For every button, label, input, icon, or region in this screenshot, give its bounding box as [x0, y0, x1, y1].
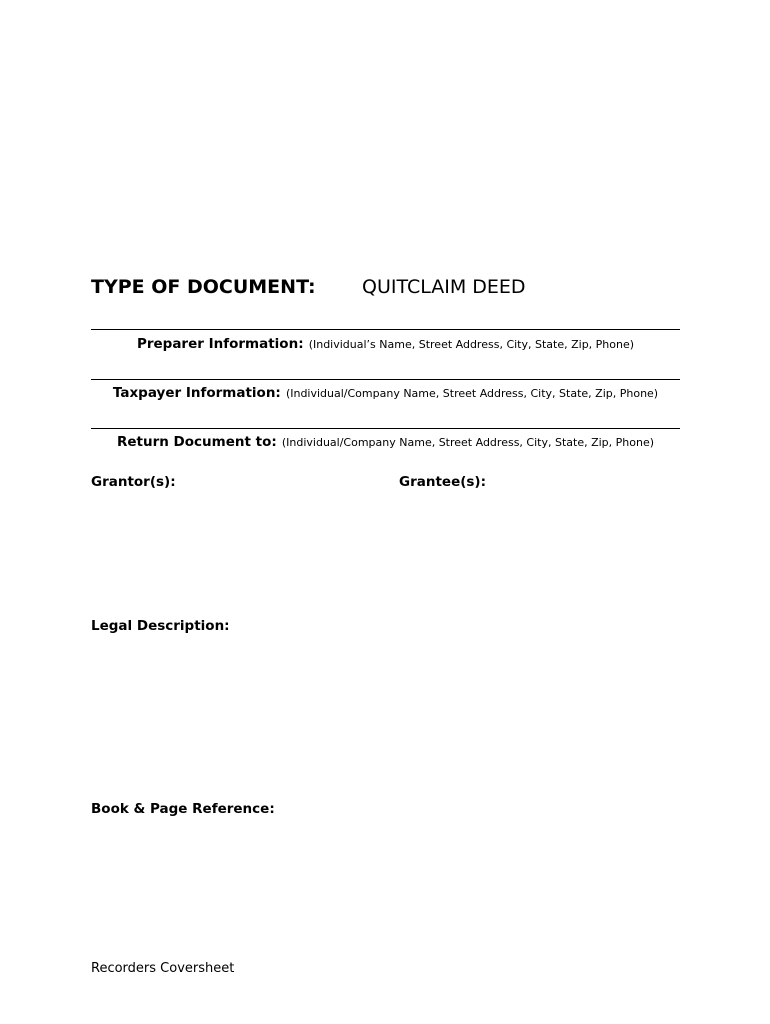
preparer-divider: [91, 329, 680, 330]
return-document-line: [91, 431, 680, 450]
legal-description-label: Legal Description:: [91, 618, 230, 634]
preparer-info-line: [91, 333, 680, 352]
taxpayer-info-label: Taxpayer Information:: [112, 385, 281, 401]
return-document-hint: (Individual/Company Name, Street Address, City, State, Zip, Phone): [281, 436, 655, 449]
return-document-label: Return Document to:: [116, 434, 277, 450]
grantor-label: Grantor(s):: [91, 474, 176, 490]
preparer-info-hint: (Individual’s Name, Street Address, City, State, Zip, Phone): [308, 338, 635, 351]
return-divider: [91, 428, 680, 429]
document-type-label: TYPE OF DOCUMENT:: [91, 276, 316, 298]
footer-text: Recorders Coversheet: [91, 961, 235, 976]
document-type-value: QUITCLAIM DEED: [362, 276, 526, 298]
book-page-reference-label: Book & Page Reference:: [91, 801, 275, 817]
grantee-label: Grantee(s):: [399, 474, 486, 490]
preparer-info-label: Preparer Information:: [136, 336, 304, 352]
taxpayer-info-line: [91, 382, 680, 401]
taxpayer-info-hint: (Individual/Company Name, Street Address, City, State, Zip, Phone): [285, 387, 659, 400]
taxpayer-divider: [91, 379, 680, 380]
